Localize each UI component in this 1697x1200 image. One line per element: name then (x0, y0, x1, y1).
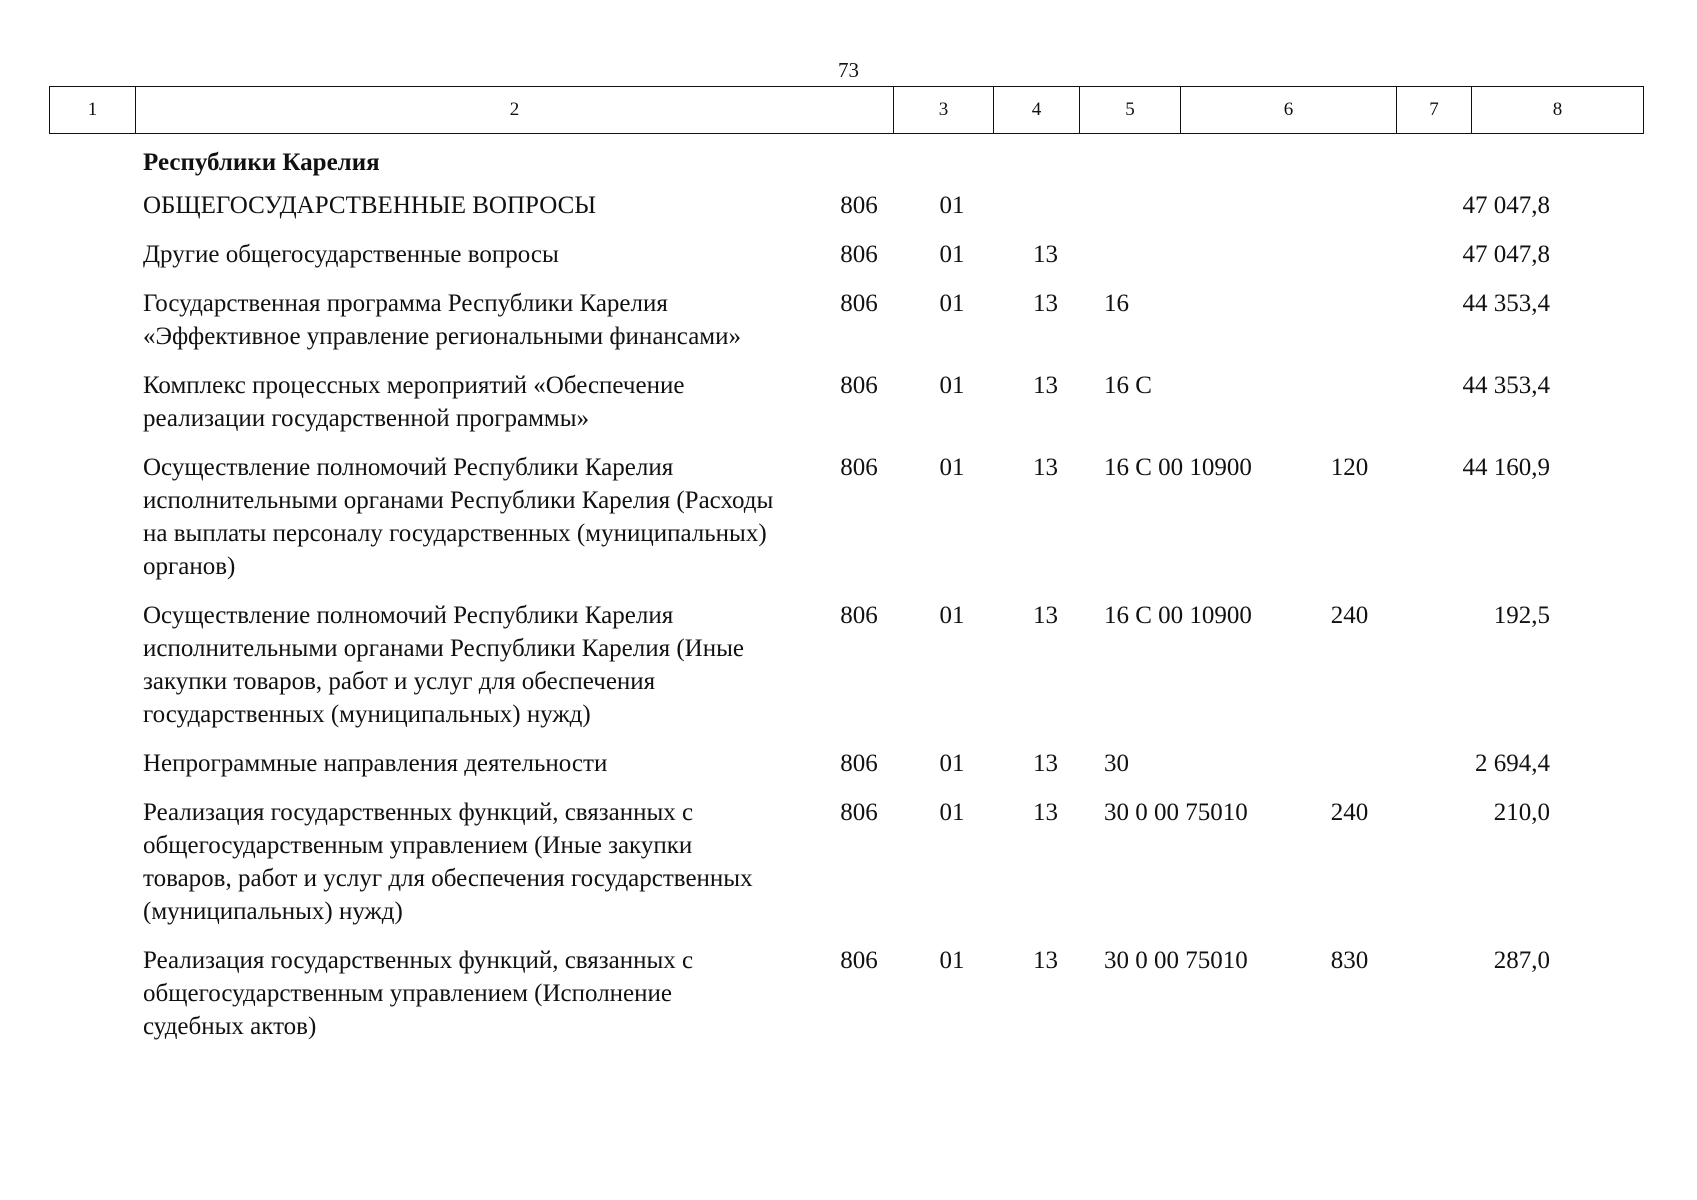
row-code-target: 16 С 00 10900 (1104, 454, 1252, 481)
row-code-subsection: 13 (1033, 241, 1058, 268)
row-code-ministry: 806 (840, 947, 878, 974)
row-code-subsection: 13 (1033, 947, 1058, 974)
column-header-row (50, 87, 1644, 134)
row-code-section: 01 (939, 290, 965, 317)
row-code-subsection: 13 (1033, 372, 1058, 399)
row-code-section: 01 (939, 750, 965, 777)
row-code-ministry: 806 (840, 372, 878, 399)
row-code-target: 16 (1104, 290, 1129, 317)
row-code-target: 30 0 00 75010 (1104, 799, 1248, 826)
table-row (49, 238, 1643, 271)
column-header: 4 (994, 87, 1080, 134)
row-code-expense-type: 830 (1330, 947, 1369, 974)
table-row (49, 599, 1643, 731)
table-row (49, 369, 1643, 435)
row-name: Государственная программа Республики Карелия «Эффективное управление региональными финансами» (143, 290, 741, 350)
row-code-section: 01 (939, 454, 965, 481)
column-header: 7 (1397, 87, 1472, 134)
row-name: Реализация государственных функций, связанных с общегосударственным управлением (Исполнение судебных актов) (143, 947, 694, 1040)
row-amount: 47 047,8 (1462, 192, 1550, 219)
row-code-section: 01 (939, 602, 965, 629)
row-code-target: 30 (1104, 750, 1129, 777)
section-title-row (49, 146, 1643, 179)
table-row (49, 451, 1643, 583)
row-amount: 47 047,8 (1462, 241, 1550, 268)
row-amount: 287,0 (1493, 947, 1550, 974)
row-code-ministry: 806 (840, 192, 878, 219)
row-amount: 2 694,4 (1475, 750, 1550, 777)
budget-table-body (49, 146, 1643, 1059)
row-code-subsection: 13 (1033, 290, 1058, 317)
section-title: Республики Карелия (143, 149, 380, 176)
row-code-section: 01 (939, 192, 965, 219)
row-code-ministry: 806 (840, 290, 878, 317)
row-code-target: 30 0 00 75010 (1104, 947, 1248, 974)
column-header-table (49, 86, 1644, 134)
row-code-subsection: 13 (1033, 750, 1058, 777)
row-amount: 210,0 (1493, 799, 1550, 826)
table-row (49, 796, 1643, 928)
row-code-section: 01 (939, 947, 965, 974)
row-code-section: 01 (939, 241, 965, 268)
row-code-ministry: 806 (840, 602, 878, 629)
column-header: 3 (894, 87, 994, 134)
table-row (49, 944, 1643, 1043)
row-code-target: 16 С (1104, 372, 1152, 399)
table-row (49, 189, 1643, 222)
row-name: Осуществление полномочий Республики Карелия исполнительными органами Республики Карелия (Иные закупки товаров, работ и услуг для обеспечения государственных (муниципальных) нужд) (143, 602, 745, 728)
row-code-expense-type: 240 (1330, 799, 1369, 826)
row-amount: 192,5 (1493, 602, 1550, 629)
row-code-section: 01 (939, 372, 965, 399)
row-code-subsection: 13 (1033, 454, 1058, 481)
row-name: Непрограммные направления деятельности (143, 750, 608, 777)
column-header: 6 (1181, 87, 1397, 134)
row-code-ministry: 806 (840, 454, 878, 481)
column-header: 8 (1472, 87, 1644, 134)
row-code-ministry: 806 (840, 799, 878, 826)
table-row (49, 287, 1643, 353)
row-code-subsection: 13 (1033, 799, 1058, 826)
row-code-subsection: 13 (1033, 602, 1058, 629)
row-amount: 44 160,9 (1462, 454, 1550, 481)
row-name: Реализация государственных функций, связанных с общегосударственным управлением (Иные закупки товаров, работ и услуг для обеспечения государственных (муниципальных) нужд) (143, 799, 753, 925)
row-code-section: 01 (939, 799, 965, 826)
row-amount: 44 353,4 (1462, 372, 1550, 399)
column-header: 5 (1080, 87, 1181, 134)
row-code-target: 16 С 00 10900 (1104, 602, 1252, 629)
row-name: Другие общегосударственные вопросы (143, 241, 559, 268)
row-code-ministry: 806 (840, 241, 878, 268)
column-header: 1 (50, 87, 136, 134)
row-code-expense-type: 240 (1330, 602, 1369, 629)
page-number: 73 (838, 58, 859, 82)
row-code-expense-type: 120 (1330, 454, 1369, 481)
table-row (49, 747, 1643, 780)
row-name: Осуществление полномочий Республики Карелия исполнительными органами Республики Карелия (Расходы на выплаты персоналу государственных (муниципальных) органов) (143, 454, 774, 580)
row-name: Комплекс процессных мероприятий «Обеспечение реализации государственной программы» (143, 372, 685, 432)
row-name: ОБЩЕГОСУДАРСТВЕННЫЕ ВОПРОСЫ (143, 192, 597, 219)
row-amount: 44 353,4 (1462, 290, 1550, 317)
column-header: 2 (136, 87, 894, 134)
row-code-ministry: 806 (840, 750, 878, 777)
